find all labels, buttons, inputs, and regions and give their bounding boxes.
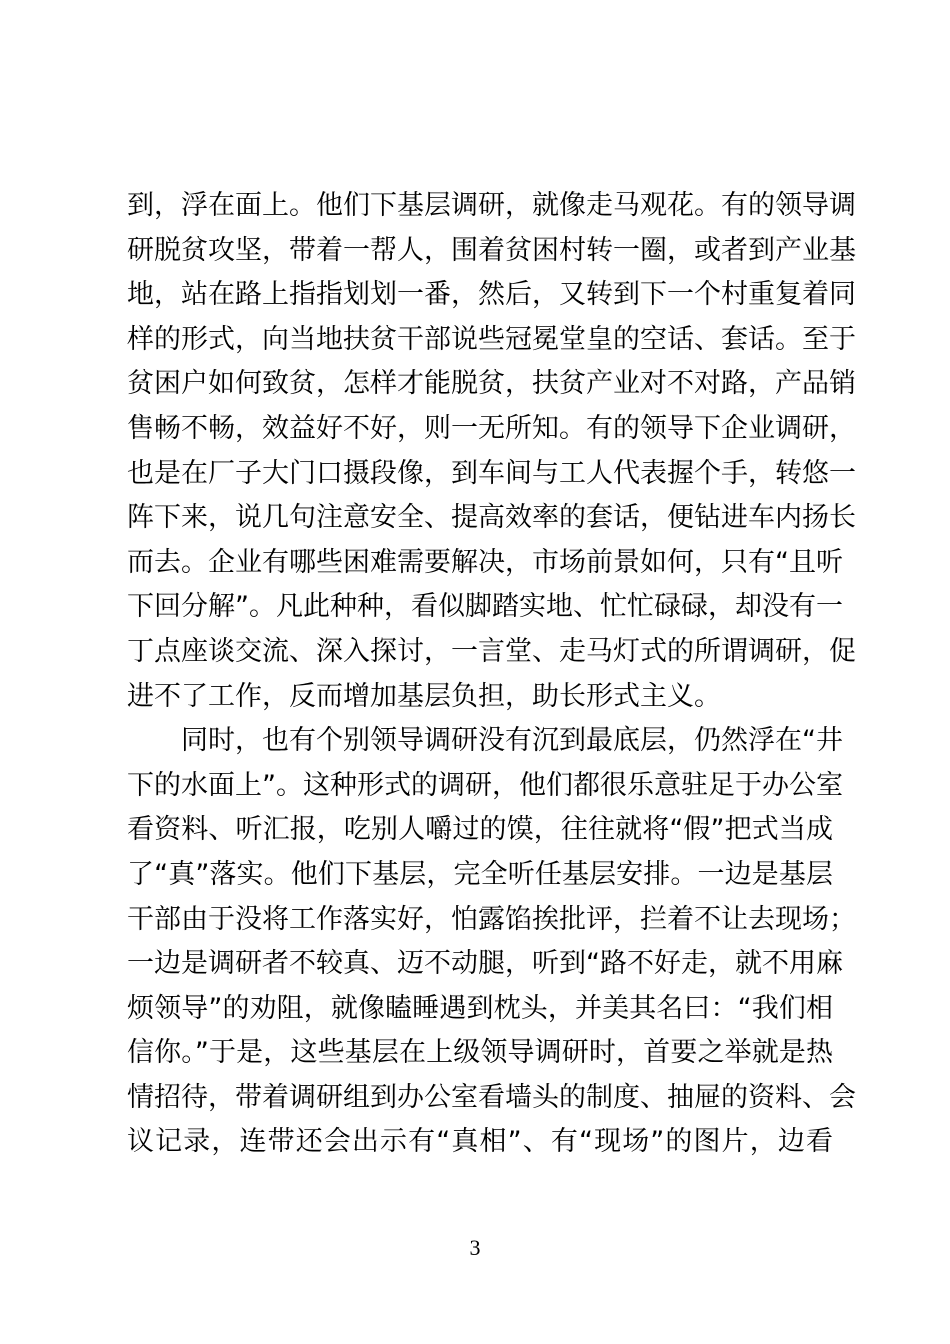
text-line: 售畅不畅，效益好不好，则一无所知。有的领导下企业调研，	[127, 412, 856, 444]
text-line: 干部由于没将工作落实好，怕露馅挨批评，拦着不让去现场；	[127, 903, 856, 935]
text-line: 议记录，连带还会出示有“真相”、有“现场”的图片，边看	[127, 1126, 833, 1158]
text-line: 贫困户如何致贫，怎样才能脱贫，扶贫产业对不对路，产品销	[127, 368, 856, 400]
text-line: 情招待，带着调研组到办公室看墙头的制度、抽屉的资料、会	[127, 1081, 856, 1113]
text-line: 下回分解”。凡此种种，看似脚踏实地、忙忙碌碌，却没有一	[127, 591, 843, 623]
text-line: 下的水面上”。这种形式的调研，他们都很乐意驻足于办公室	[127, 769, 843, 801]
paragraph-end-line: 进不了工作，反而增加基层负担，助长形式主义。	[127, 680, 721, 712]
text-line: 信你。”于是，这些基层在上级领导调研时，首要之举就是热	[127, 1037, 833, 1069]
text-line: 到，浮在面上。他们下基层调研，就像走马观花。有的领导调	[127, 190, 856, 221]
body-text	[127, 184, 856, 1165]
text-line: 而去。企业有哪些困难需要解决，市场前景如何，只有“且听	[127, 546, 843, 578]
text-line: 也是在厂子大门口摄段像，到车间与工人代表握个手，转悠一	[127, 457, 856, 489]
text-line: 丁点座谈交流、深入探讨，一言堂、走马灯式的所谓调研，促	[127, 635, 856, 667]
text-line: 阵下来，说几句注意安全、提高效率的套话，便钻进车内扬长	[127, 502, 856, 534]
text-line: 烦领导”的劝阻，就像瞌睡遇到枕头，并美其名曰：“我们相	[127, 992, 833, 1024]
text-line: 了“真”落实。他们下基层，完全听任基层安排。一边是基层	[127, 858, 833, 890]
text-line: 一边是调研者不较真、迈不动腿，听到“路不好走，就不用麻	[127, 948, 843, 980]
paragraph-start-line: 同时，也有个别领导调研没有沉到最底层，仍然浮在“井	[181, 725, 843, 757]
text-line: 研脱贫攻坚，带着一帮人，围着贫困村转一圈，或者到产业基	[127, 234, 856, 266]
page-number: 3	[469, 1235, 481, 1260]
text-line: 看资料、听汇报，吃别人嚼过的馍，往往就将“假”把式当成	[127, 814, 833, 846]
text-line: 样的形式，向当地扶贫干部说些冠冕堂皇的空话、套话。至于	[127, 323, 856, 355]
text-line: 地，站在路上指指划划一番，然后，又转到下一个村重复着同	[127, 279, 856, 311]
